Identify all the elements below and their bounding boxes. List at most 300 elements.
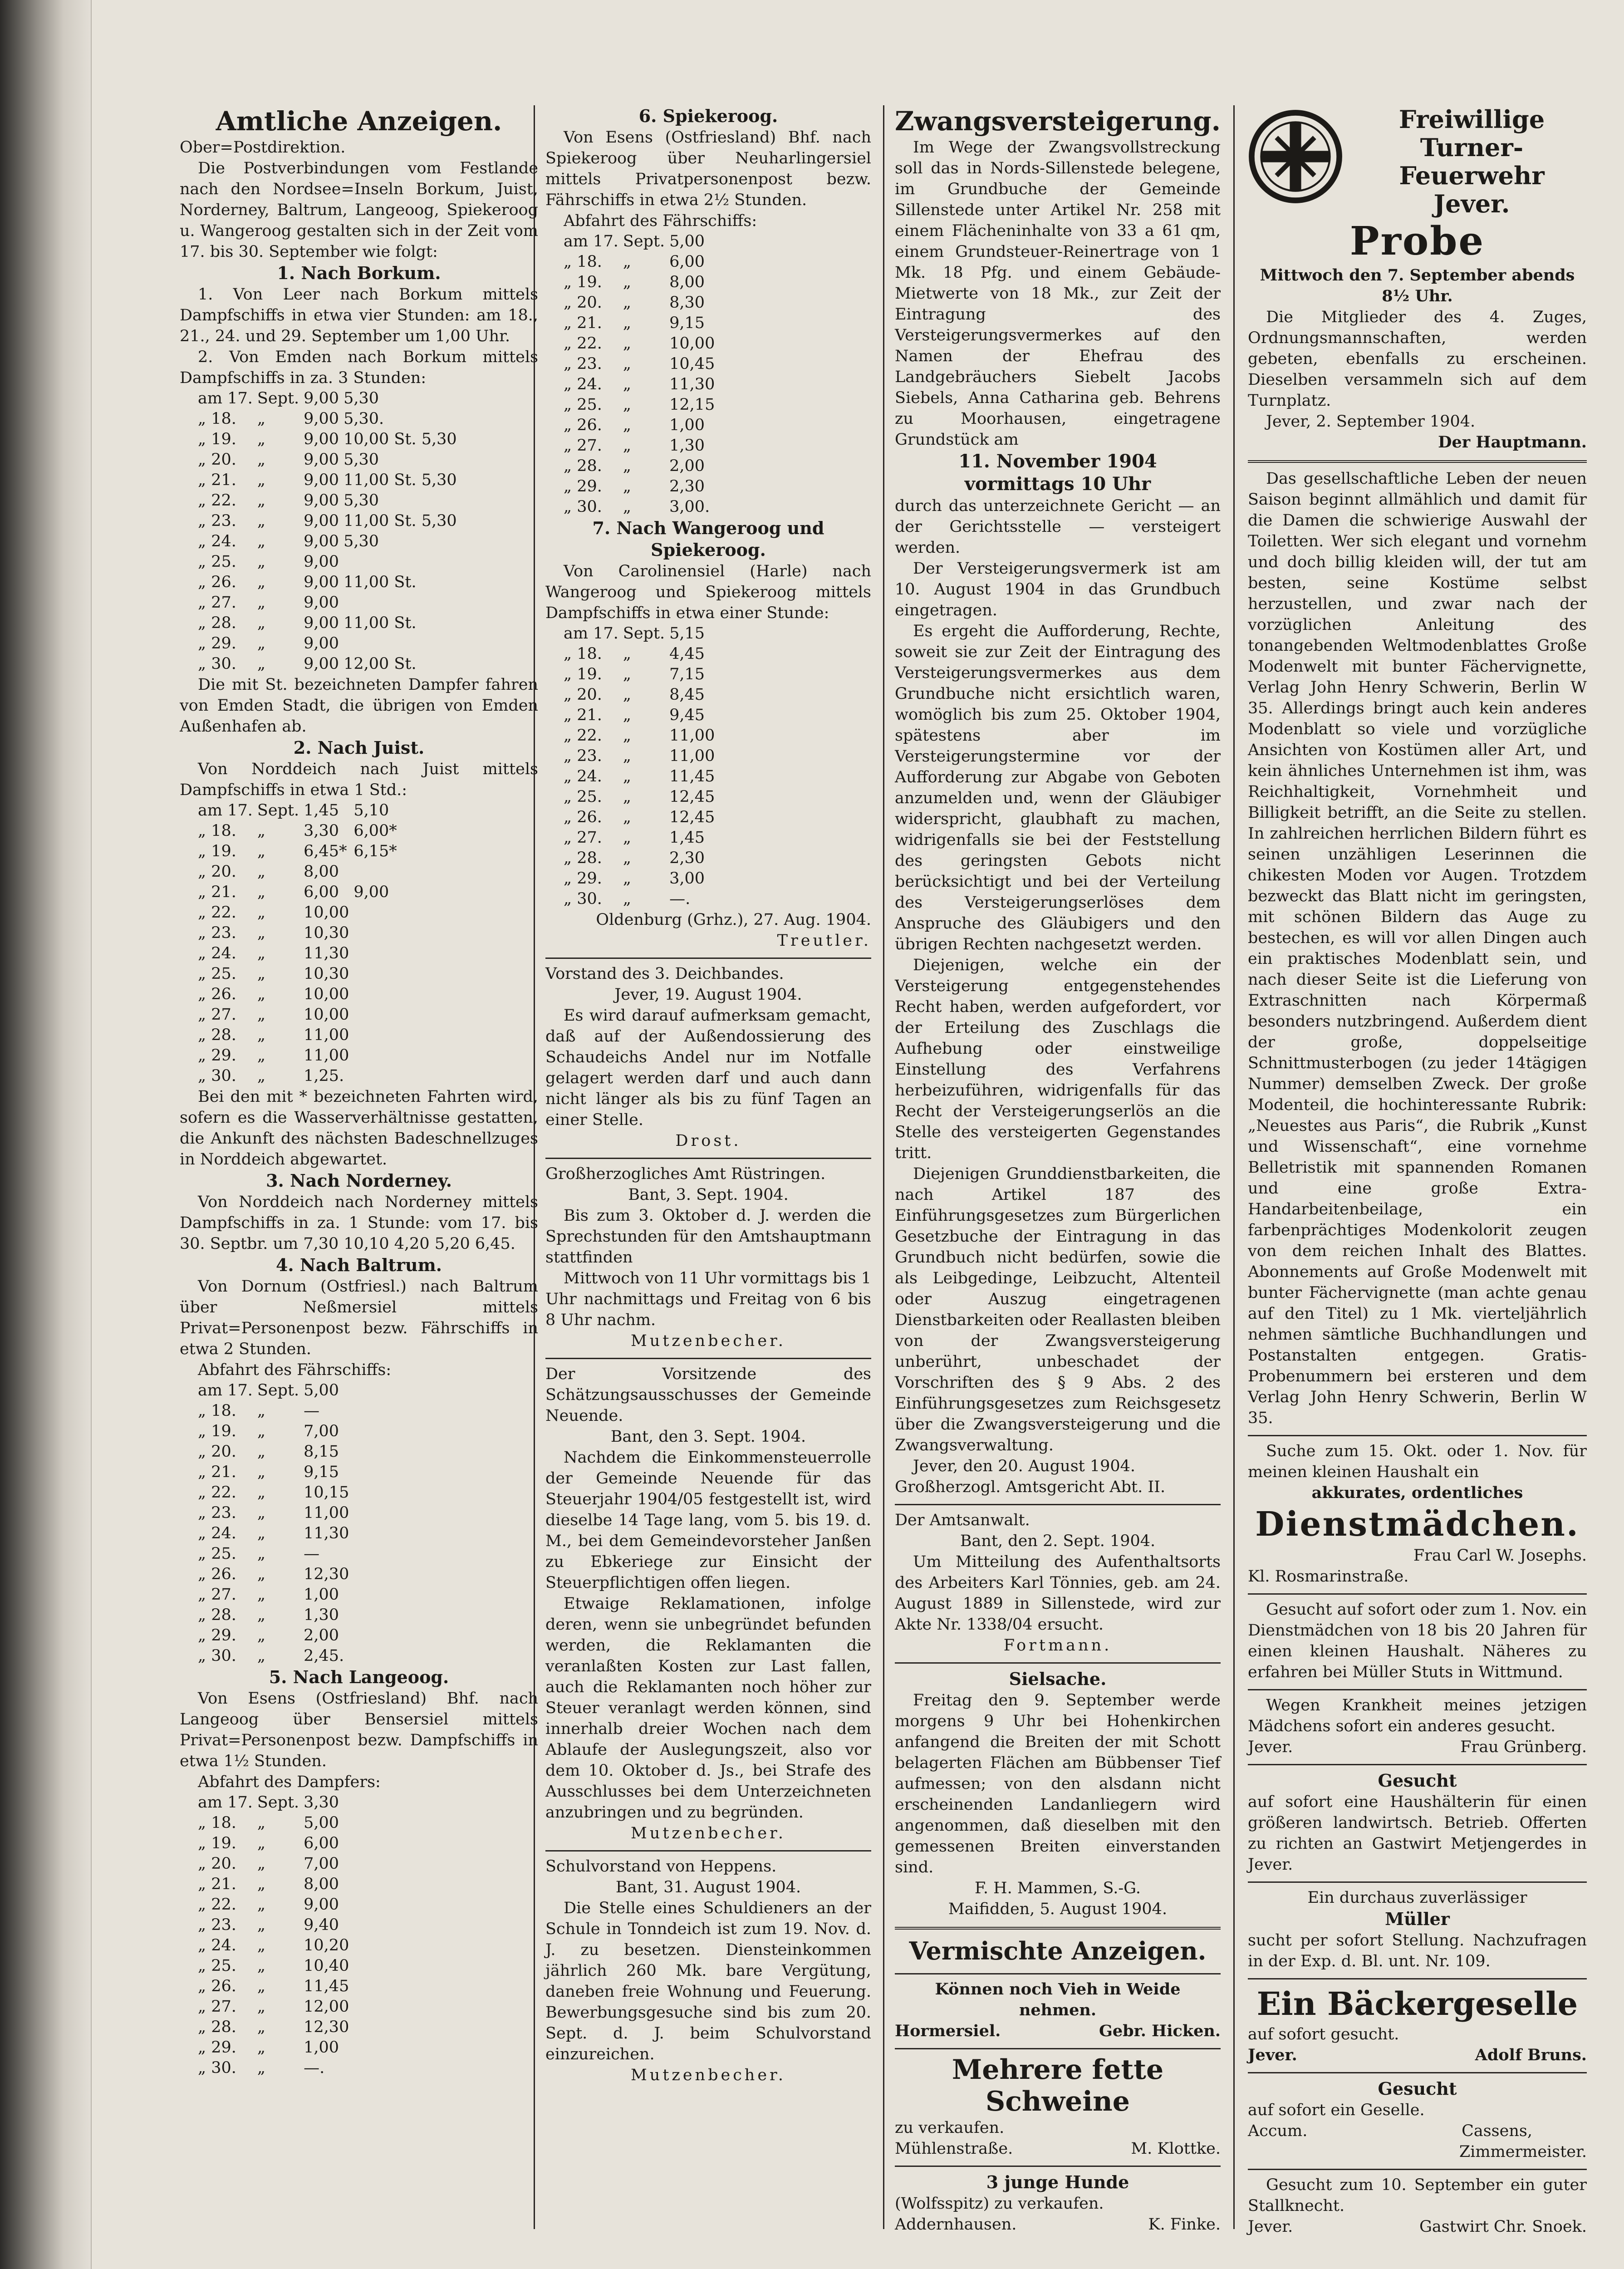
schedule-row (198, 984, 402, 1005)
ad-title: Gesucht (1378, 2078, 1457, 2099)
schedule-cell: „ (257, 1626, 265, 1645)
schedule-cell: „ 28. (198, 1026, 236, 1044)
schedule-cell: am 17. (198, 1793, 253, 1812)
schedule-cell: 6,00 (304, 1834, 339, 1852)
route-text: Von Dornum (Ostfriesl.) nach Baltrum über Neßmersiel mittels Privat=Personenpost bezw. Fährschiffs in etwa 2 Stunden. (180, 1277, 538, 1358)
schedule-cell: „ (257, 1463, 265, 1481)
schedule-cell: „ (257, 842, 265, 860)
schedule-cell: 8,15 (304, 1443, 339, 1461)
schedule-cell: 11,30 (304, 1524, 349, 1542)
schedule-row (198, 593, 461, 613)
schedule-row (198, 1605, 353, 1626)
schedule-cell (353, 1066, 401, 1086)
schedule-cell: 11,00 St. 5,30 (343, 471, 457, 489)
schedule-cell: 5,30. (343, 410, 384, 428)
column-auction (883, 105, 1232, 2235)
notice-text: Der Versteigerungsvermerk ist am 10. August 1904 in das Grundbuch eingetragen. (895, 560, 1221, 619)
schedule-cell: „ 24. (198, 1524, 236, 1542)
schedule-row (198, 1005, 402, 1025)
schedule-cell: 12,15 (669, 396, 715, 414)
schedule-row (198, 1421, 353, 1442)
schedule-table (198, 1793, 353, 2078)
schedule-row (198, 491, 461, 511)
schedule-cell: „ 20. (198, 1855, 236, 1873)
schedule-cell: 6,00 (669, 253, 705, 271)
schedule-cell: „ 19. (198, 842, 236, 860)
schedule-cell: „ 29. (198, 1626, 236, 1645)
schedule-cell: „ 21. (198, 1875, 236, 1893)
schedule-cell: 11,45 (669, 767, 715, 786)
schedule-cell: 10,00 (304, 985, 349, 1003)
schedule-cell: „ (623, 396, 631, 414)
schedule-table (198, 388, 461, 674)
schedule-cell: „ 28. (198, 1606, 236, 1624)
schedule-cell: „ (257, 655, 265, 673)
schedule-row (198, 613, 461, 634)
schedule-row (198, 1956, 353, 1976)
schedule-cell: 5,10 (353, 801, 389, 820)
divider (895, 1662, 1221, 1664)
schedule-subtitle: Abfahrt des Fährschiffs: (198, 1361, 392, 1379)
schedule-cell: „ 25. (198, 1957, 236, 1975)
schedule-cell: „ 28. (198, 2018, 236, 2036)
route-note: Die mit St. bezeichneten Dampfer fahren von Emden Stadt, die übrigen von Emden Außenhafen ab. (180, 676, 538, 736)
schedule-row (198, 1401, 353, 1421)
schedule-cell: „ (257, 430, 265, 448)
schedule-row (564, 644, 719, 664)
schedule-row (198, 531, 461, 552)
schedule-row (198, 1813, 353, 1833)
schedule-cell: „ 18. (198, 1402, 236, 1420)
schedule-cell: „ (257, 944, 265, 963)
schedule-cell: 1,00 (304, 1586, 339, 1604)
schedule-cell: „ (257, 573, 265, 591)
schedule-cell: „ 30. (564, 890, 602, 908)
schedule-row (198, 1380, 353, 1401)
schedule-cell: 10,00 (304, 1006, 349, 1024)
schedule-cell: „ (623, 665, 631, 683)
divider (895, 2048, 1221, 2049)
schedule-cell: 2,30 (669, 849, 705, 867)
schedule-cell: „ (257, 822, 265, 840)
schedule-table (198, 1380, 353, 1666)
schedule-cell: 3,30 (304, 1793, 339, 1812)
schedule-cell: „ (623, 808, 631, 826)
schedule-cell: „ (623, 498, 631, 516)
schedule-cell: 2,00 (304, 1626, 339, 1645)
schedule-cell: 5,30 (343, 491, 379, 510)
section-title: Vermischte Anzeigen. (909, 1936, 1207, 1965)
schedule-cell: „ 26. (564, 808, 602, 826)
route-note: Bei den mit * bezeichneten Fahrten wird, sofern es die Wasserverhältnisse gestatten, die Ankunft des nächsten Badeschnellzuges in Norddeich abgewartet. (180, 1088, 538, 1169)
schedule-row (198, 450, 461, 470)
schedule-cell (343, 552, 461, 572)
schedule-cell: „ 28. (198, 614, 236, 632)
schedule-cell: „ (623, 788, 631, 806)
ad-title: Müller (1385, 1909, 1450, 1929)
notice-heading: Vorstand des 3. Deichbandes. (545, 965, 784, 983)
schedule-cell: „ (257, 1006, 265, 1024)
schedule-cell: 9,00 (353, 883, 389, 901)
schedule-cell: „ 20. (564, 686, 602, 704)
schedule-cell: „ 29. (198, 2038, 236, 2057)
schedule-cell: „ (623, 273, 631, 291)
schedule-cell: „ (257, 410, 265, 428)
schedule-cell: „ (257, 1504, 265, 1522)
ad-text: sucht per sofort Stellung. Nachzufragen in der Exp. d. Bl. unt. Nr. 109. (1248, 1931, 1587, 1970)
route-title: 7. Nach Wangeroog und Spiekeroog. (592, 518, 824, 560)
schedule-cell: „ (257, 1896, 265, 1914)
schedule-row (198, 1646, 353, 1666)
schedule-cell: „ (257, 1067, 265, 1085)
schedule-cell: „ (257, 1936, 265, 1955)
schedule-cell: 9,00 (304, 634, 339, 653)
schedule-cell (353, 862, 401, 882)
schedule-cell: „ (623, 890, 631, 908)
schedule-cell: 11,00 (304, 1026, 349, 1044)
schedule-row (198, 1895, 353, 1915)
schedule-cell: „ (623, 334, 631, 353)
schedule-row (198, 1483, 353, 1503)
notice-place: Maifidden, 5. August 1904. (948, 1900, 1168, 1918)
schedule-cell: „ 25. (564, 396, 602, 414)
schedule-row (198, 1915, 353, 1935)
schedule-cell: „ (257, 1647, 265, 1665)
schedule-row (564, 374, 719, 395)
schedule-cell: „ 27. (564, 829, 602, 847)
schedule-cell: 11,00 (304, 1504, 349, 1522)
schedule-cell: 5,30 (343, 532, 379, 550)
notice-text: Diejenigen Grunddienstbarkeiten, die nach Artikel 187 des Einführungsgesetzes zum Bürgerlichen Gesetzbuche der Eintragung in das Grundbuch nicht bedürfen, sowie die als Leibgedinge, Leibzucht, Altenteil oder Auszug eingetragenen Dienstbarkeiten oder Reallasten bleiben von der Zwangsversteigerung unberührt, unbeschadet der Vorschriften des § 9 Abs. 2 des Einführungsgesetzes zum Reichsgesetz über die Zwangsversteigerung und die Zwangsverwaltung. (895, 1165, 1221, 1454)
schedule-cell: „ 25. (198, 1545, 236, 1563)
schedule-cell: „ (257, 1855, 265, 1873)
schedule-row (198, 1046, 402, 1066)
schedule-cell: 11,30 (304, 944, 349, 963)
schedule-cell: „ 30. (198, 655, 236, 673)
ad-place: Accum. (1248, 2122, 1308, 2140)
schedule-cell: „ 22. (198, 491, 236, 510)
schedule-cell: 9,00 (304, 451, 339, 469)
schedule-cell: 11,45 (304, 1977, 349, 1995)
notice-text: Etwaige Reklamationen, infolge deren, wenn sie unbegründet befunden werden, die Reklamanten die veranlaßten Kosten zur Last fallen, auch die Reklamanten noch höher zur Steuer veranlagt werden können, sind innerhalb dreier Wochen nach dem Ablaufe der Auslegungszeit, also vor dem 10. Oktober d. Js., bei Strafe des Ausschlusses bei dem Unterzeichneten anzubringen und zu begründen. (545, 1595, 871, 1822)
ad-title: Probe (1349, 218, 1485, 264)
schedule-row (564, 828, 719, 848)
schedule-cell: 10,15 (304, 1483, 349, 1502)
schedule-cell: „ (257, 614, 265, 632)
schedule-cell: „ 29. (564, 869, 602, 888)
schedule-cell: „ 24. (198, 944, 236, 963)
schedule-cell: „ (257, 1026, 265, 1044)
schedule-cell: 1,00 (304, 2038, 339, 2057)
schedule-cell: 9,00 (304, 430, 339, 448)
schedule-cell: 7,00 (304, 1855, 339, 1873)
schedule-cell: 1,30 (304, 1606, 339, 1624)
notice-signature: Treutler. (777, 932, 871, 950)
schedule-row (198, 654, 461, 674)
schedule-cell: am 17. (198, 389, 253, 408)
schedule-cell: „ (257, 471, 265, 489)
schedule-cell: 3,00 (669, 869, 705, 888)
schedule-cell: „ 21. (564, 314, 602, 332)
schedule-cell: 11,00 (669, 747, 715, 765)
schedule-cell: „ 21. (198, 471, 236, 489)
schedule-cell: „ 26. (198, 1565, 236, 1583)
schedule-cell: „ (257, 1046, 265, 1065)
schedule-cell: „ 20. (198, 863, 236, 881)
ad-text: zu verkaufen. (895, 2119, 1005, 2137)
ad-signature: Frau Grünberg. (1460, 1738, 1587, 1756)
notice-signature: F. H. Mammen, S.-G. (975, 1879, 1141, 1897)
schedule-cell: „ (257, 1443, 265, 1461)
schedule-cell (343, 593, 461, 613)
schedule-cell: „ (257, 985, 265, 1003)
schedule-cell (353, 1005, 401, 1025)
schedule-cell: „ 21. (564, 706, 602, 724)
schedule-cell: 9,00 (304, 512, 339, 530)
schedule-cell: Sept. (257, 1381, 299, 1400)
schedule-cell: 9,00 (304, 573, 339, 591)
ad-text: auf sofort ein Geselle. (1248, 2101, 1425, 2119)
club-name: Jever. (1433, 189, 1510, 218)
schedule-cell: „ 22. (564, 727, 602, 745)
schedule-row (198, 511, 461, 531)
divider (1248, 1881, 1587, 1883)
schedule-cell: Sept. (623, 232, 665, 250)
schedule-table (564, 624, 719, 909)
notice-text: durch das unterzeichnete Gericht — an der Gerichtsstelle — versteigert werden. (895, 497, 1221, 557)
schedule-cell: „ (623, 686, 631, 704)
schedule-cell (353, 964, 401, 984)
schedule-cell: Sept. (257, 801, 299, 820)
schedule-cell: 9,00 (304, 410, 339, 428)
notice-text: Die Stelle eines Schuldieners an der Schule in Tonndeich ist zum 19. Nov. d. J. zu besetzen. Diensteinkommen jährlich 260 Mk. bare Vergütung, daneben freie Wohnung und Feuerung. Bewerbungsgesuche sind bis zum 20. Sept. d. J. beim Schulvorstand einzureichen. (545, 1899, 871, 2063)
schedule-cell: „ (623, 706, 631, 724)
schedule-cell: 5,30 (343, 451, 379, 469)
schedule-cell: 5,30 (343, 389, 379, 408)
schedule-cell: „ 29. (564, 477, 602, 496)
schedule-cell: „ 22. (198, 1896, 236, 1914)
schedule-cell: „ 18. (564, 645, 602, 663)
schedule-cell: „ 19. (198, 1834, 236, 1852)
notice-signature: Drost. (675, 1132, 741, 1150)
schedule-cell: 8,00 (304, 1875, 339, 1893)
schedule-row (564, 395, 719, 415)
route-text: Von Carolinensiel (Harle) nach Wangeroog und Spiekeroog mittels Dampfschiffs in etwa einer Stunde: (545, 562, 871, 622)
schedule-cell (353, 923, 401, 943)
schedule-cell: 1,30 (669, 437, 705, 455)
schedule-cell (353, 1046, 401, 1066)
schedule-cell: Sept. (257, 1793, 299, 1812)
route-title: 2. Nach Juist. (293, 737, 425, 758)
schedule-row (198, 923, 402, 943)
schedule-cell: „ 30. (198, 2059, 236, 2077)
schedule-cell: „ 26. (198, 985, 236, 1003)
schedule-cell: „ (623, 477, 631, 496)
ad-text: Wegen Krankheit meines jetzigen Mädchens sofort ein anderes gesucht. (1248, 1696, 1587, 1735)
schedule-row (198, 2058, 353, 2078)
schedule-row (564, 231, 719, 252)
notice-signature: Fortmann. (1003, 1636, 1112, 1655)
schedule-row (564, 476, 719, 497)
notice-signature: Mutzenbecher. (630, 1332, 786, 1350)
notice-heading: Der Vorsitzende des Schätzungsausschusses der Gemeinde Neuende. (545, 1365, 871, 1425)
schedule-cell: 6,00* (353, 822, 397, 840)
schedule-cell: 9,00 (304, 594, 339, 612)
route-title: 6. Spiekeroog. (638, 106, 778, 126)
schedule-cell: — (304, 1402, 320, 1420)
schedule-cell: „ 26. (198, 1977, 236, 1995)
schedule-cell: „ (623, 457, 631, 475)
schedule-cell: „ (623, 767, 631, 786)
schedule-row (564, 766, 719, 787)
schedule-cell: 11,00 (304, 1046, 349, 1065)
schedule-cell: 8,45 (669, 686, 705, 704)
schedule-row (198, 1976, 353, 1997)
ad-footer (895, 2138, 1221, 2159)
schedule-cell: 11,00 St. (343, 614, 417, 632)
route-text: 2. Von Emden nach Borkum mittels Dampfschiffs in za. 3 Stunden: (180, 348, 538, 387)
divider (895, 1927, 1221, 1930)
schedule-row (564, 354, 719, 374)
schedule-row (198, 409, 461, 429)
notice-heading: Großherzogliches Amt Rüstringen. (545, 1165, 826, 1183)
divider (895, 1504, 1221, 1505)
route-text: Von Norddeich nach Norderney mittels Dampfschiffs in za. 1 Stunde: vom 17. bis 30. Septbr. um 7,30 10,10 4,20 5,20 6,45. (180, 1193, 538, 1253)
schedule-cell: „ 30. (198, 1647, 236, 1665)
ad-place: Jever. (1248, 1738, 1293, 1756)
schedule-row (198, 1564, 353, 1585)
schedule-cell: „ (623, 294, 631, 312)
schedule-row (198, 1626, 353, 1646)
schedule-row (198, 1462, 353, 1483)
schedule-cell: Sept. (623, 624, 665, 643)
schedule-row (198, 1025, 402, 1046)
schedule-row (198, 1935, 353, 1956)
ad-text: auf sofort gesucht. (1248, 2025, 1399, 2043)
schedule-cell: „ 29. (198, 1046, 236, 1065)
schedule-row (198, 801, 402, 821)
schedule-cell: 2,30 (669, 477, 705, 496)
schedule-cell: „ (623, 355, 631, 373)
schedule-cell: 12,00 St. (343, 655, 417, 673)
notice-text: Um Mitteilung des Aufenthaltsorts des Arbeiters Karl Tönnies, geb. am 24. August 1889 in Sillenstede, wird zur Akte Nr. 1338/04 ersucht. (895, 1553, 1221, 1634)
schedule-row (564, 415, 719, 436)
route-title: 5. Nach Langeoog. (269, 1667, 449, 1687)
schedule-cell (353, 943, 401, 964)
schedule-cell: 5,15 (669, 624, 705, 643)
ad-title: Ein Bäckergeselle (1256, 1985, 1578, 2023)
schedule-row (564, 313, 719, 334)
ad-text: Die Mitglieder des 4. Zuges, Ordnungsmannschaften, werden gebeten, ebenfalls zu erscheinen. Dieselben versammeln sich auf dem Turnplatz. (1248, 308, 1587, 410)
schedule-row (564, 334, 719, 354)
schedule-cell: 1,25. (304, 1067, 344, 1085)
ad-title: 3 junge Hunde (986, 2172, 1129, 2192)
schedule-cell: 9,00 (304, 491, 339, 510)
schedule-cell: „ (257, 1957, 265, 1975)
schedule-cell: „ 25. (198, 553, 236, 571)
schedule-cell: „ (623, 437, 631, 455)
schedule-row (564, 624, 719, 644)
schedule-cell: „ 27. (564, 437, 602, 455)
route-title: 3. Nach Norderney. (266, 1170, 452, 1191)
divider (895, 1973, 1221, 1974)
schedule-cell: „ 27. (198, 594, 236, 612)
schedule-cell: 12,00 (304, 1998, 349, 2016)
schedule-cell: „ 20. (198, 451, 236, 469)
notice-text: Es ergeht die Aufforderung, Rechte, soweit sie zur Zeit der Eintragung des Versteigerungsvermerkes aus dem Grundbuche nicht ersichtlich waren, womöglich bis zum 25. Oktober 1904, spätestens aber im Versteigerungstermine vor der Aufforderung zur Abgabe von Geboten anzumelden und, wenn der Gläubiger widerspricht, glaubhaft zu machen, widrigenfalls sie bei der Feststellung des geringsten Gebots nicht berücksichtigt und bei der Verteilung des Versteigerungserlöses dem Anspruche des Gläubigers und den übrigen Rechten nachgesetzt werden. (895, 622, 1221, 953)
divider (1248, 1764, 1587, 1765)
schedule-cell: 4,45 (669, 645, 705, 663)
schedule-cell (353, 984, 401, 1005)
schedule-cell: „ (257, 1814, 265, 1832)
schedule-row (564, 705, 719, 726)
schedule-row (564, 293, 719, 313)
notice-date: Bant, 3. Sept. 1904. (628, 1186, 789, 1204)
ad-text: Können noch Vieh in Weide nehmen. (935, 1980, 1181, 2019)
schedule-cell: „ 28. (564, 457, 602, 475)
auction-time: vormittags 10 Uhr (964, 473, 1151, 495)
divider (545, 958, 871, 959)
schedule-row (564, 746, 719, 766)
schedule-cell: „ (257, 924, 265, 942)
schedule-cell: 12,45 (669, 808, 715, 826)
schedule-row (198, 1544, 353, 1564)
schedule-cell: „ 22. (564, 334, 602, 353)
route-title: 4. Nach Baltrum. (275, 1255, 442, 1275)
notice-title: Sielsache. (1009, 1669, 1107, 1689)
fashion-advert-text: Das gesellschaftliche Leben der neuen Saison beginnt allmählich und damit für die Damen die schwierige Auswahl der Toiletten. Wer sich elegant und vornehm und doch billig kleiden will, der tut am besten, seine Kostüme selbst herzustellen, und zwar nach der vorzüglichen Anleitung des tonangebenden Weltmodenblattes Große Modenwelt mit bunter Fächervignette, Verlag John Henry Schwerin, Berlin W 35. Allerdings bringt auch kein anderes Modenblatt so viele und vorzügliche Ansichten von Kostümen aller Art, und kein ähnliches Unternehmen ist ihm, was Reichhaltigkeit, Vornehmheit und Billigkeit betrifft, an die Seite zu stellen. In zahlreichen herrlichen Bildern führt es seinen unzähligen Leserinnen die chikesten Moden vor Augen. Trotzdem bezweckt das Blatt nicht im geringsten, mit schönen Bildern das Auge zu bestechen, es will vor allen Dingen auch ein praktisches Modenblatt sein, und nach dieser Seite ist die Lieferung von Extraschnitten nach Körpermaß besonders nutzbringend. Außerdem dient der große, doppelseitige Schnittmusterbogen (zu jeder 14tägigen Nummer) demselben Zweck. Der große Modenteil, die hochinteressante Rubrik: „Neuestes aus Paris“, die Rubrik „Kunst und Wissenschaft“, eine vornehme Belletristik mit spannenden Romanen und eine große Extra-Handarbeitenbeilage, ein farbenprächtiges Modenkolorit zeugen von dem reichen Inhalt des Blattes. Abonnements auf Große Modenwelt mit bunter Fächervignette (man achte genau auf den Titel) zu 1 Mk. vierteljährlich nehmen sämtliche Buchhandlungen und Postanstalten entgegen. Gratis-Probenummern bei ersteren und dem Verlag John Henry Schwerin, Berlin W 35. (1248, 470, 1587, 1427)
ad-subtitle: akkurates, ordentliches (1311, 1483, 1523, 1502)
ad-signature: Gebr. Hicken. (1099, 2022, 1221, 2040)
schedule-cell: 7,00 (304, 1422, 339, 1440)
schedule-cell: „ 20. (198, 1443, 236, 1461)
ad-signature: M. Klottke. (1131, 2140, 1221, 2158)
ad-signature: Gastwirt Chr. Snoek. (1419, 2218, 1587, 2236)
schedule-cell: 3,30 (304, 822, 339, 840)
ad-text: Ein durchaus zuverlässiger (1307, 1889, 1527, 1907)
schedule-row (198, 862, 402, 882)
schedule-row (564, 848, 719, 869)
schedule-cell: „ (257, 965, 265, 983)
schedule-subtitle: Abfahrt des Dampfers: (198, 1773, 381, 1791)
schedule-cell: „ (257, 1834, 265, 1852)
ad-place: Hormersiel. (895, 2022, 1001, 2040)
divider (1248, 460, 1587, 463)
ad-place: Mühlenstraße. (895, 2140, 1013, 2158)
ad-signature: K. Finke. (1148, 2215, 1221, 2234)
schedule-row (564, 685, 719, 705)
ad-signature: Der Hauptmann. (1438, 433, 1587, 452)
ad-text: auf sofort eine Haushälterin für einen größeren landwirtsch. Betrieb. Offerten zu richten an Gastwirt Metjengerdes in Jever. (1248, 1793, 1587, 1874)
ad-footer (1248, 2216, 1587, 2237)
divider (545, 1358, 871, 1359)
schedule-cell: 9,00 (304, 389, 339, 408)
schedule-row (198, 1833, 353, 1854)
schedule-cell: „ (257, 1586, 265, 1604)
schedule-row (564, 787, 719, 807)
schedule-cell: „ 23. (198, 1504, 236, 1522)
notice-heading: Der Amtsanwalt. (895, 1511, 1030, 1529)
notice-signature: Mutzenbecher. (630, 1824, 786, 1842)
club-name: Turner-Feuerwehr (1399, 133, 1545, 190)
schedule-cell: 1,45 (304, 801, 339, 820)
divider (1248, 2169, 1587, 2170)
ad-address: Kl. Rosmarinstraße. (1248, 1567, 1409, 1586)
schedule-row (564, 807, 719, 828)
schedule-cell: „ (257, 1483, 265, 1502)
schedule-cell: „ 23. (564, 355, 602, 373)
schedule-cell: „ (623, 829, 631, 847)
